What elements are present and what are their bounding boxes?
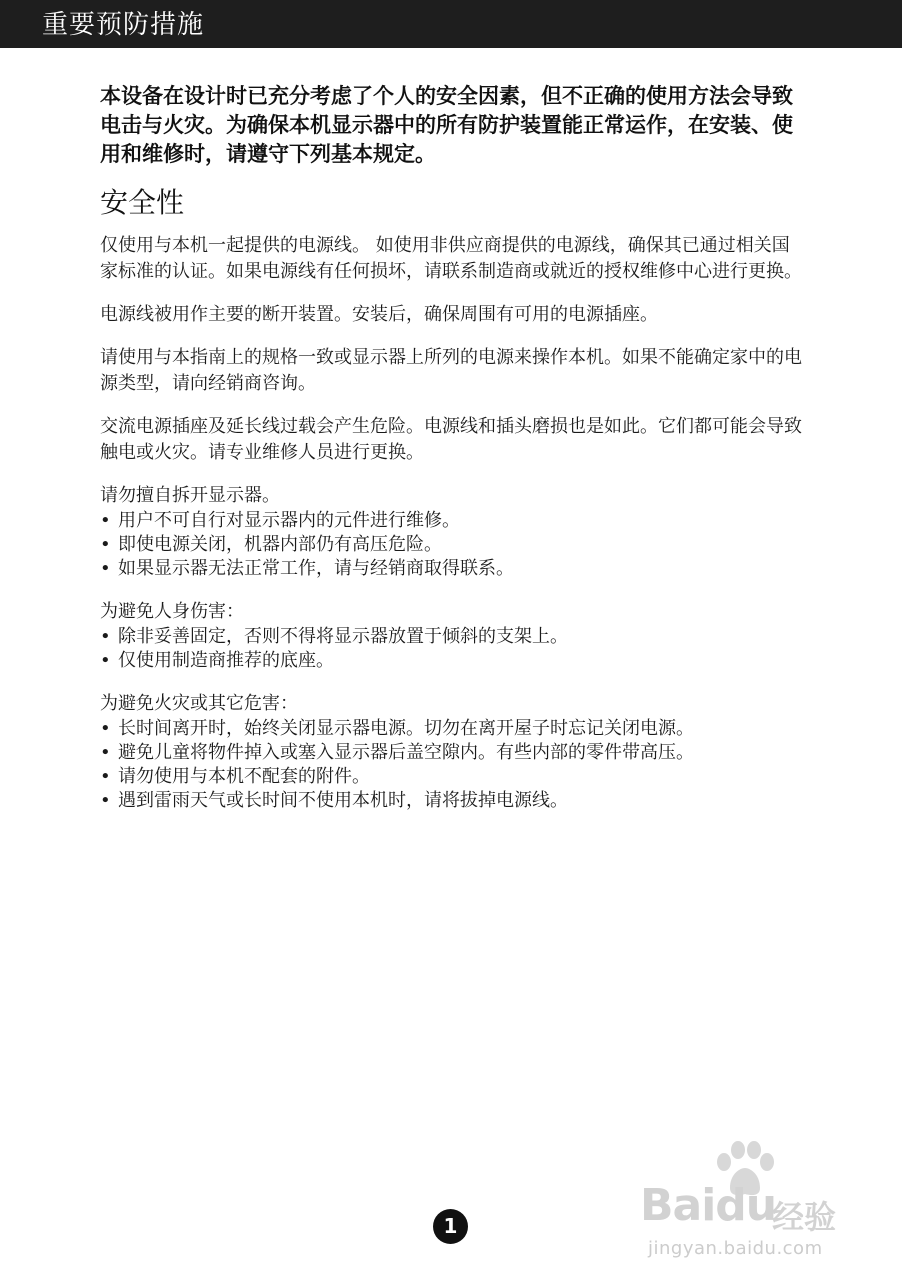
group-lead: 为避免人身伤害： bbox=[100, 601, 244, 622]
bullet-dot: • bbox=[100, 558, 111, 579]
list-item-text: 即使电源关闭，机器内部仍有高压危险。 bbox=[118, 534, 442, 555]
page-title: 重要预防措施 bbox=[42, 10, 205, 40]
list-item bbox=[100, 717, 805, 741]
bullet-list bbox=[100, 717, 805, 813]
bullet-dot: • bbox=[100, 766, 111, 787]
bullet-dot: • bbox=[100, 718, 111, 739]
list-item-text: 除非妥善固定，否则不得将显示器放置于倾斜的支架上。 bbox=[118, 626, 568, 647]
list-item-text: 避免儿童将物件掉入或塞入显示器后盖空隙内。有些内部的零件带高压。 bbox=[118, 742, 694, 763]
list-item bbox=[100, 789, 805, 813]
bullet-list bbox=[100, 509, 805, 581]
bullet-dot: • bbox=[100, 742, 111, 763]
watermark-brand: Baidu bbox=[640, 1180, 777, 1231]
bullet-dot: • bbox=[100, 790, 111, 811]
bullet-dot: • bbox=[100, 650, 111, 671]
list-item bbox=[100, 741, 805, 765]
bullet-dot: • bbox=[100, 626, 111, 647]
intro-paragraph: 本设备在设计时已充分考虑了个人的安全因素，但不正确的使用方法会导致电击与火灾。为确保本机显示器中的所有防护装置能正常运作，在安装、使用和维修时，请遵守下列基本规定。 bbox=[100, 84, 793, 166]
safety-paragraph: 仅使用与本机一起提供的电源线。 如使用非供应商提供的电源线，确保其已通过相关国家标准的认证。如果电源线有任何损坏，请联系制造商或就近的授权维修中心进行更换。 bbox=[100, 235, 802, 282]
watermark-url: jingyan.baidu.com bbox=[648, 1238, 823, 1259]
group-lead: 请勿擅自拆开显示器。 bbox=[100, 485, 280, 506]
list-item-text: 长时间离开时，始终关闭显示器电源。切勿在离开屋子时忘记关闭电源。 bbox=[118, 718, 694, 739]
list-item bbox=[100, 557, 805, 581]
list-item bbox=[100, 533, 805, 557]
list-item-text: 用户不可自行对显示器内的元件进行维修。 bbox=[118, 510, 460, 531]
bullet-list bbox=[100, 625, 805, 673]
page-number: 1 bbox=[433, 1209, 468, 1244]
list-item bbox=[100, 649, 805, 673]
list-item-text: 遇到雷雨天气或长时间不使用本机时，请将拔掉电源线。 bbox=[118, 790, 568, 811]
safety-paragraph: 请使用与本指南上的规格一致或显示器上所列的电源来操作本机。如果不能确定家中的电源类型，请向经销商咨询。 bbox=[100, 347, 802, 394]
bullet-dot: • bbox=[100, 534, 111, 555]
list-item-text: 请勿使用与本机不配套的附件。 bbox=[118, 766, 370, 787]
list-item bbox=[100, 625, 805, 649]
list-item bbox=[100, 765, 805, 789]
header-bar bbox=[0, 0, 902, 48]
watermark bbox=[640, 1140, 860, 1270]
list-item-text: 如果显示器无法正常工作，请与经销商取得联系。 bbox=[118, 558, 514, 579]
watermark-cn: 经验 bbox=[772, 1198, 837, 1236]
bullet-dot: • bbox=[100, 510, 111, 531]
list-item bbox=[100, 509, 805, 533]
list-item-text: 仅使用制造商推荐的底座。 bbox=[118, 650, 334, 671]
safety-paragraph: 交流电源插座及延长线过载会产生危险。电源线和插头磨损也是如此。它们都可能会导致触电或火灾。请专业维修人员进行更换。 bbox=[100, 416, 802, 463]
safety-paragraph: 电源线被用作主要的断开装置。安装后，确保周围有可用的电源插座。 bbox=[100, 304, 658, 325]
document-body bbox=[100, 82, 805, 831]
section-heading-safety: 安全性 bbox=[100, 186, 185, 219]
group-lead: 为避免火灾或其它危害： bbox=[100, 693, 298, 714]
